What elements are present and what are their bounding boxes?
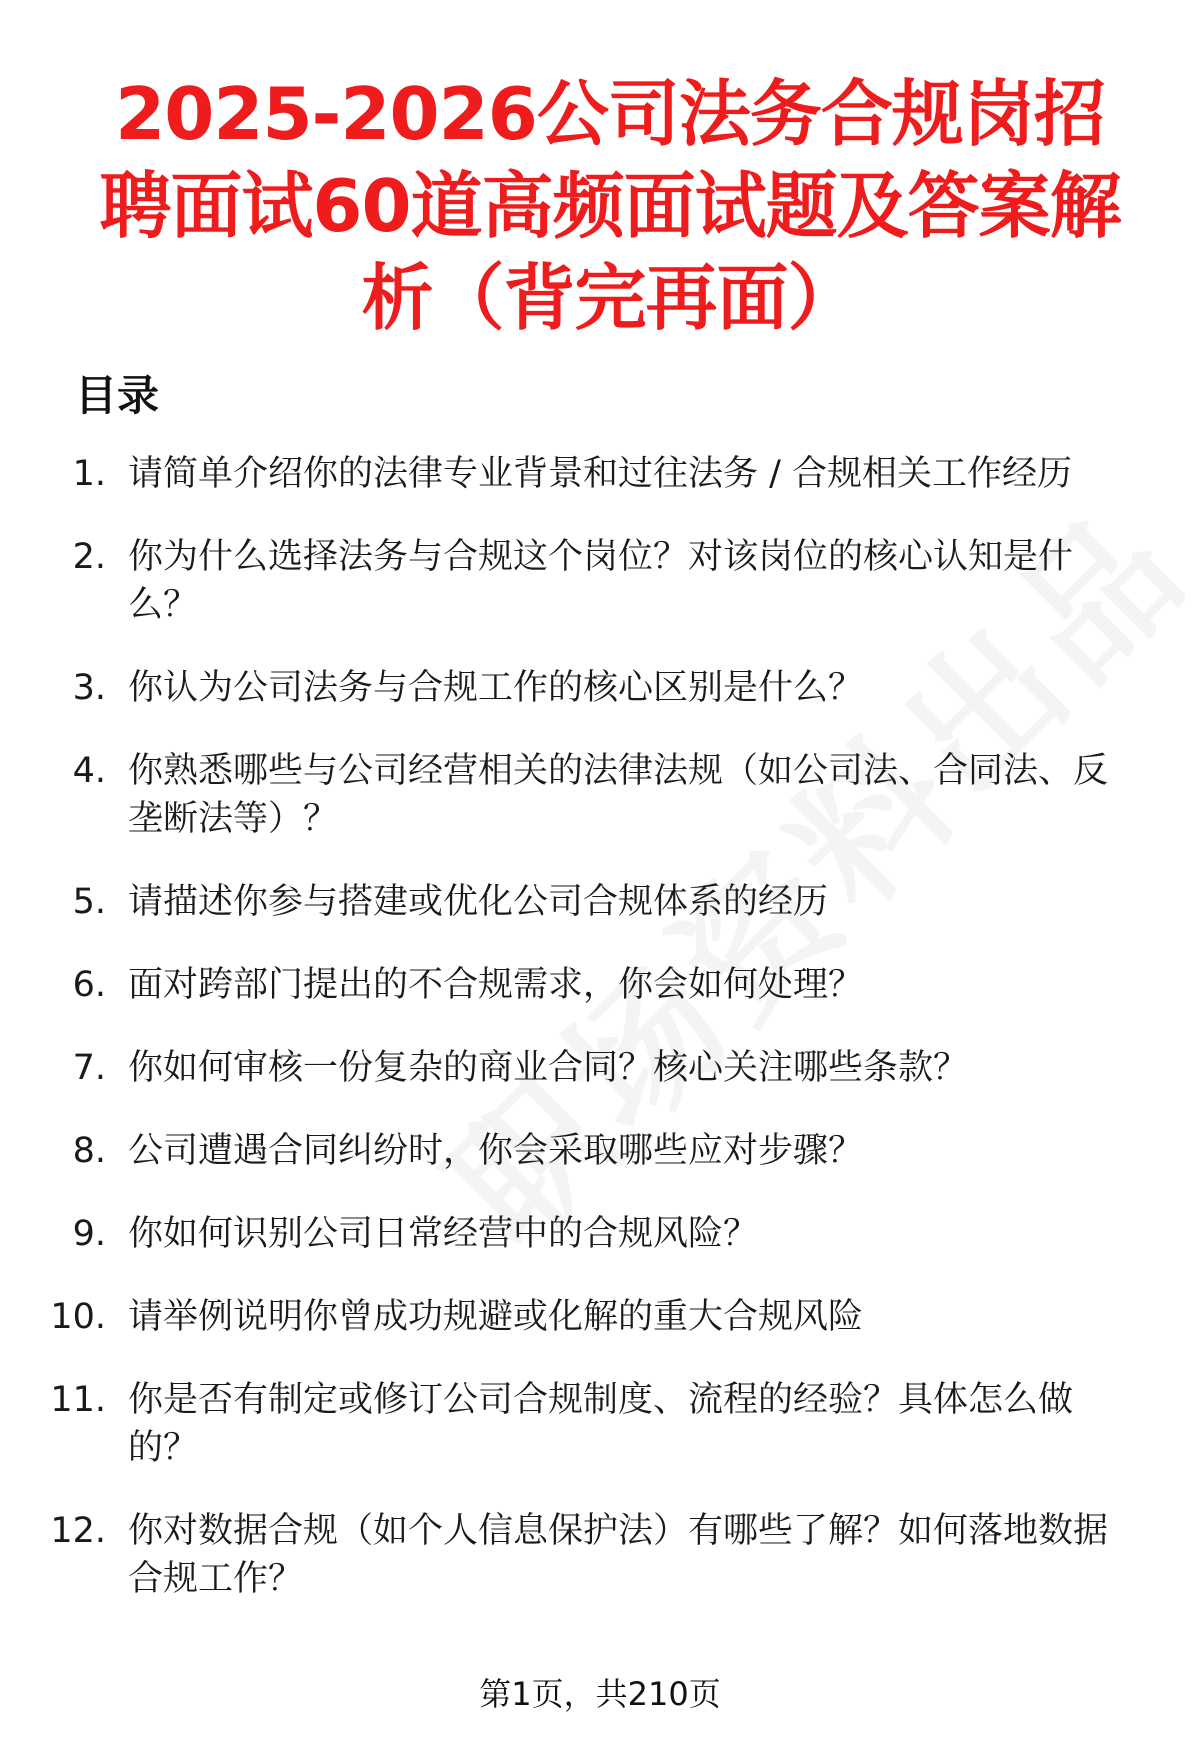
toc-item-number: 3. [72,668,106,708]
toc-item-text[interactable]: 请描述你参与搭建或优化公司合规体系的经历 [128,882,829,922]
toc-item[interactable] [0,533,1200,629]
toc-item[interactable] [0,1293,1200,1341]
toc-item-text[interactable]: 公司遭遇合同纠纷时，你会采取哪些应对步骤？ [128,1131,864,1171]
toc-item-text[interactable]: 你如何审核一份复杂的商业合同？核心关注哪些条款？ [128,1048,969,1088]
toc-item-number: 2. [72,537,106,577]
toc-item-text[interactable]: 面对跨部门提出的不合规需求，你会如何处理？ [128,965,864,1005]
toc-item[interactable] [0,1044,1200,1092]
toc-item-text[interactable]: 请举例说明你曾成功规避或化解的重大合规风险 [128,1297,864,1337]
toc-item[interactable] [0,664,1200,712]
toc-item[interactable] [0,1376,1200,1472]
toc-item-number: 12. [50,1511,106,1551]
toc-item-text[interactable]: 你对数据合规（如个人信息保护法）有哪些了解？如何落地数据合规工作？ [128,1511,1109,1599]
toc-item-number: 11. [50,1380,106,1420]
toc-item-number: 9. [72,1214,106,1254]
toc-item-number: 4. [72,751,106,791]
document-title: 2025-2026公司法务合规岗招聘面试60道高频面试题及答案解析（背完再面） [99,72,1121,340]
toc-item[interactable] [0,450,1200,498]
toc-item[interactable] [0,1127,1200,1175]
toc-item-text[interactable]: 你熟悉哪些与公司经营相关的法律法规（如公司法、合同法、反垄断法等）？ [128,751,1109,839]
toc-heading: 目录 [75,371,160,420]
toc-item-number: 8. [72,1131,106,1171]
toc-item[interactable] [0,878,1200,926]
toc-item[interactable] [0,1507,1200,1603]
page-footer: 第1页，共210页 [479,1675,721,1713]
toc-item-text[interactable]: 你是否有制定或修订公司合规制度、流程的经验？具体怎么做的？ [128,1380,1074,1468]
toc-item-text[interactable]: 你认为公司法务与合规工作的核心区别是什么？ [128,668,864,708]
toc-item[interactable] [0,747,1200,843]
toc-item-number: 5. [72,882,106,922]
toc-item[interactable] [0,1210,1200,1258]
toc-item-text[interactable]: 请简单介绍你的法律专业背景和过往法务 / 合规相关工作经历 [128,454,1073,494]
toc-item-number: 6. [72,965,106,1005]
toc-item-text[interactable]: 你如何识别公司日常经营中的合规风险？ [128,1214,759,1254]
toc-list [0,450,1200,1638]
toc-item-number: 1. [72,454,106,494]
toc-item[interactable] [0,961,1200,1009]
toc-item-number: 10. [50,1297,106,1337]
toc-item-text[interactable]: 你为什么选择法务与合规这个岗位？对该岗位的核心认知是什么？ [128,537,1074,625]
toc-item-number: 7. [72,1048,106,1088]
